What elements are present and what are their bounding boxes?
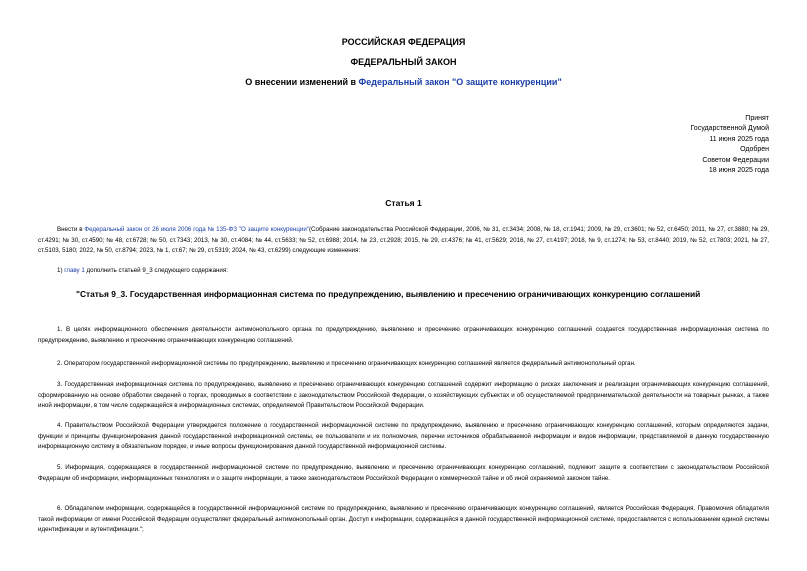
approval-line: 11 июня 2025 года [709,135,769,143]
country-heading: РОССИЙСКАЯ ФЕДЕРАЦИЯ [341,37,466,47]
article-title: Статья 1 [385,198,422,208]
chapter-1-link[interactable]: главу 1 [64,267,85,274]
intro-prefix: Внести в [57,226,85,233]
item-1-rest: дополнить статьей 9_3 следующего содержания: [84,267,228,274]
approval-line: Одобрен [740,146,769,154]
paragraph-5: 5. Информация, содержащаяся в государственной информационной системе по предупреждению, выявлению и пресечению ограничивающих конкуренцию соглашений, подлежит защите в соответствии с законодательством Российской Федерации об информации, информационных технологиях и о защите информации, а также законодательством Российской Федерации о коммерческой тайне и об иной охраняемой законом тайне. [38,464,769,482]
law-title [0,77,807,87]
law-type-heading: ФЕДЕРАЛЬНЫЙ ЗАКОН [350,57,457,67]
intro-law-link[interactable]: Федеральный закон от 26 июля 2006 года № 135-ФЗ "О защите конкуренции" [84,226,309,233]
approval-line: Государственной Думой [690,125,769,133]
item-1 [38,266,769,277]
approval-line: Принят [745,115,769,122]
law-title-prefix: О внесении изменений в [245,77,359,87]
approval-line: Советом Федерации [702,156,769,164]
item-1-prefix: 1) [57,267,65,274]
paragraph-3: 3. Государственная информационная система по предупреждению, выявлению и пресечению ограничивающих конкуренцию соглашений содержит информацию о рисках заключения и реализации ограничивающих конкуренцию соглашений, сформированную на основе обработки сведений о торгах, проводимых в соответствии с законодательством Российской Федерации, о хозяйствующих субъектах и об осуществляемой предпринимательской деятельности на товарных рынках, а также иной информации, в том числе содержащейся в информационных системах, определяемой Правительством Российской Федерации. [38,381,769,409]
paragraph-2: 2. Оператором государственной информационной системы по предупреждению, выявлению и пресечению ограничивающих конкуренцию соглашений является федеральный антимонопольный орган. [57,360,636,367]
new-article-title: "Статья 9_3. Государственная информационная система по предупреждению, выявлению и пресечению ограничивающих конкуренцию соглашений [76,289,701,299]
intro-rest: (Собрание законодательства Российской Федерации, 2006, № 31, ст.3434; 2008, № 18, ст.1941; 2009, № 29, ст.3601; № 52, ст.6450; 2011, № 27, ст.3880; № 29, ст.4291; № 30, ст.4590; № 48, ст.6728; № 50, ст.7343; 2013, № 30, ст.4084; № 44, ст.5633; № 52, ст.6988; 2014, № 23, ст.2928; 2015, № 29, ст.4376; № 41, ст.5629; 2016, № 27, ст.4197; 2018, № 9, ст.1274; № 53, ст.8440; 2019, № 52, ст.7803; 2021, № 27, ст.5103, 5180; 2022, № 50, ст.8794; 2023, № 1, ст.67; № 29, ст.5319; 2024, № 43, ст.6299) следующие изменения: [38,226,769,254]
paragraph-1: 1. В целях информационного обеспечения деятельности антимонопольного органа по предупреждению, выявлению и пресечению ограничивающих конкуренцию соглашений создается государственная информационная система по предупреждению, выявлению и пресечению ограничивающих конкуренцию соглашений. [38,326,769,344]
law-title-link[interactable]: Федеральный закон "О защите конкуренции" [358,77,562,87]
paragraph-4: 4. Правительством Российской Федерации утверждается положение о государственной информационной системе по предупреждению, выявлению и пресечению ограничивающих конкуренцию соглашений, которым определяются задачи, функции и принципы функционирования данной государственной информационной системы, ее пользователи и их полномочия, перечни источников обрабатываемой информации и видов информации, представляемой в данную государственную информационную систему в обязательном порядке, и иные вопросы функционирования данной государственной информационной системы. [38,422,769,450]
article-intro [38,225,769,257]
paragraph-6: 6. Обладателем информации, содержащейся в государственной информационной системе по предупреждению, выявлению и пресечению ограничивающих конкуренцию соглашений, является Российская Федерация. Правомочия обладателя такой информации от имени Российской Федерации осуществляет федеральный антимонопольный орган. Доступ к информации, содержащейся в данной государственной информационной системе, предоставляется с использованием единой системы идентификации и аутентификации."; [38,505,769,533]
approval-block [690,114,769,176]
approval-line: 18 июня 2025 года [708,167,769,175]
